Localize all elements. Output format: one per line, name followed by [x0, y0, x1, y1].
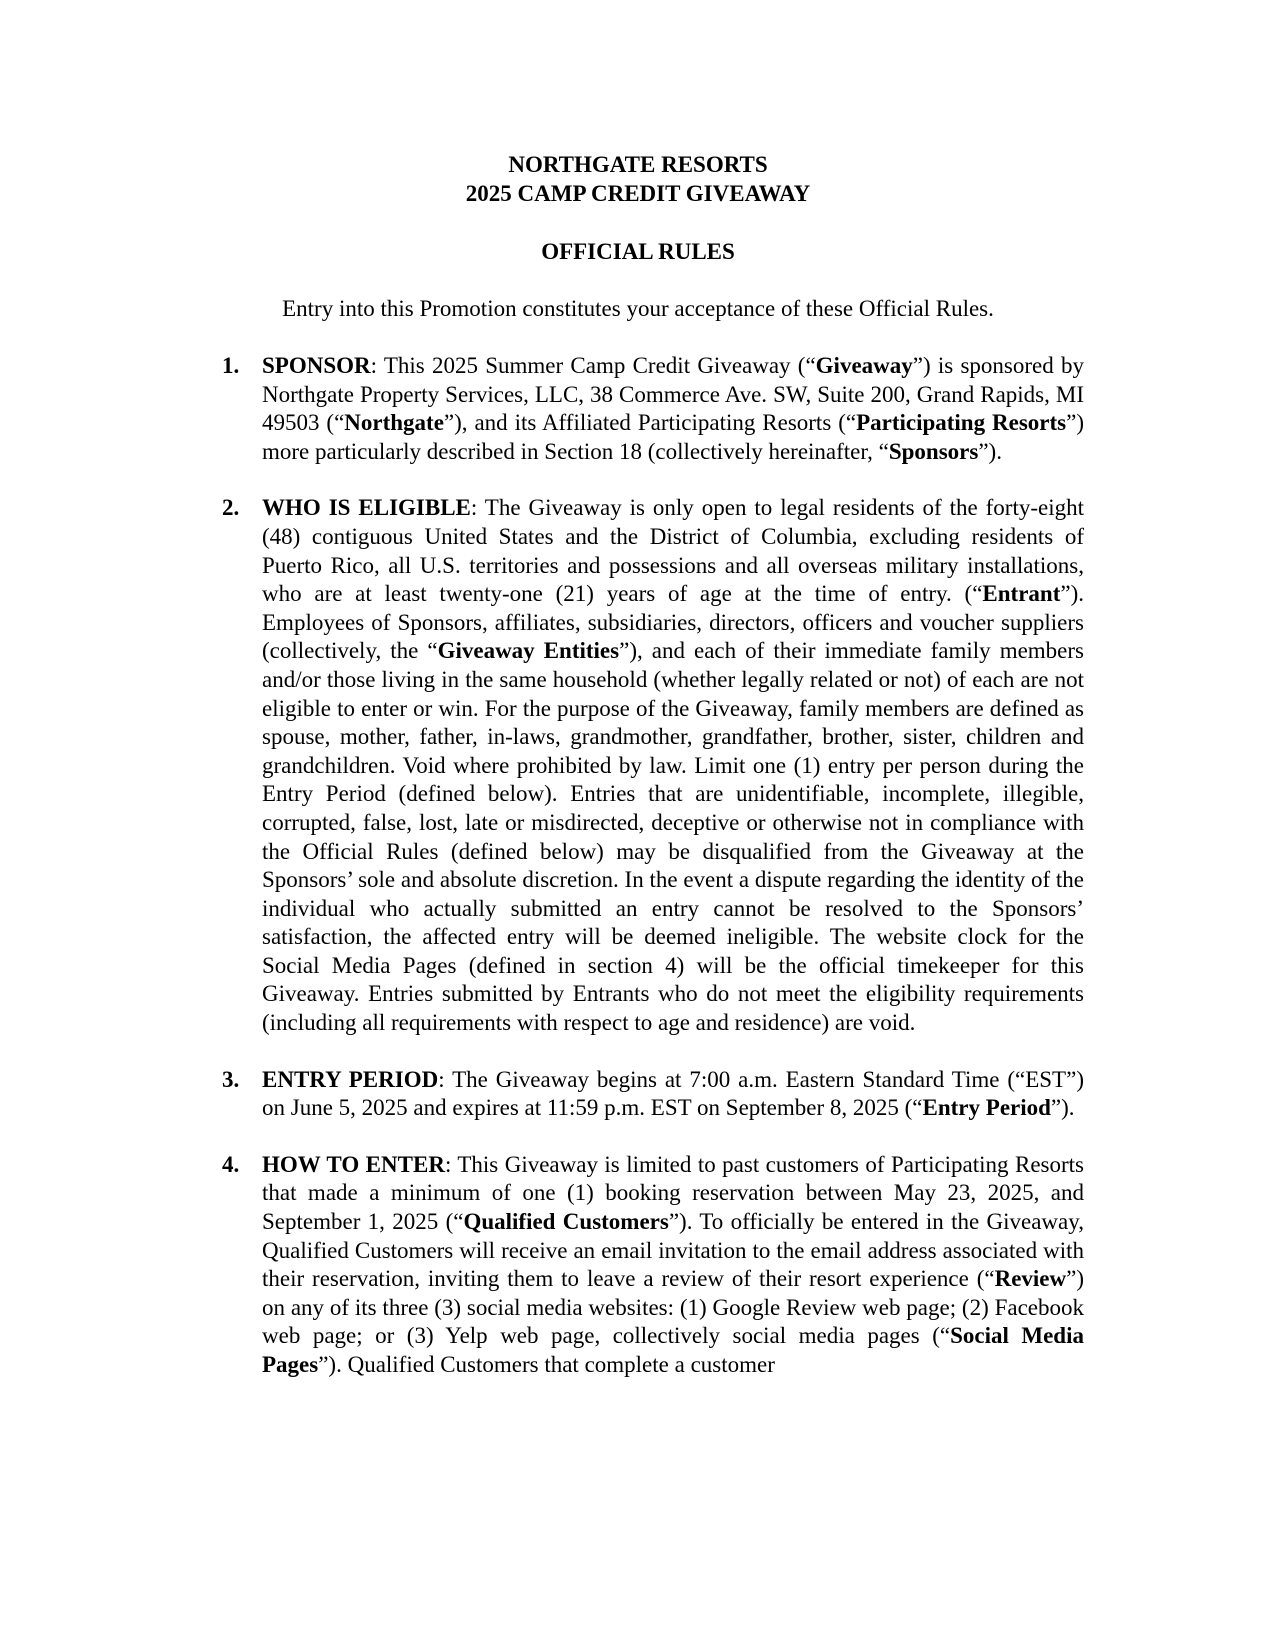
rule-text	[262, 1066, 1084, 1123]
rule-section	[222, 494, 1084, 1037]
rule-text	[262, 352, 1084, 466]
defined-term: Review	[994, 1266, 1067, 1292]
defined-term: SPONSOR	[262, 353, 371, 378]
rule-text-run: ”).	[1050, 1095, 1075, 1121]
rule-section	[222, 1151, 1084, 1380]
rule-number: 3.	[222, 1066, 240, 1092]
defined-term: Participating Resorts	[856, 410, 1067, 436]
defined-term: Entrant	[982, 581, 1061, 607]
intro-statement: Entry into this Promotion constitutes your acceptance of these Official Rules.	[282, 296, 994, 321]
rule-text	[262, 1151, 1084, 1380]
giveaway-title: 2025 CAMP CREDIT GIVEAWAY	[465, 181, 811, 206]
document-header	[0, 150, 1276, 208]
rule-section	[222, 1066, 1084, 1123]
rule-number: 4.	[222, 1151, 240, 1177]
defined-term: Qualified Customers	[463, 1209, 669, 1235]
rules-list	[222, 352, 1084, 1408]
defined-term: Northgate	[344, 410, 444, 436]
rule-number: 2.	[222, 495, 240, 521]
rule-text	[262, 494, 1084, 1037]
rule-text-run: ”), and its Affiliated Participating Resorts (“	[443, 410, 857, 436]
defined-term: WHO IS ELIGIBLE	[262, 495, 471, 521]
rule-text-run: ”). Employees of Sponsors, affiliates, subsidiaries, directors, officers and voucher suppliers (collectively, the “	[262, 581, 1084, 664]
rule-section	[222, 352, 1084, 466]
rule-number: 1.	[222, 353, 240, 378]
defined-term: HOW TO ENTER	[262, 1151, 445, 1177]
rule-text-run: ”) on any of its three (3) social media websites: (1) Google Review web page; (2) Facebook web page; or (3) Yelp web page, collectively social media pages (“	[262, 1266, 1084, 1349]
rule-text-run: ”), and each of their immediate family members and/or those living in the same household (whether legally related or not) of each are not eligible to enter or win. For the purpose of the Giveaway, family members are defined as spouse, mother, father, in-laws, grandmother, grandfather, brother, sister, children and grandchildren. Void where prohibited by law. Limit one (1) entry per person during the Entry Period (defined below). Entries that are unidentifiable, incomplete, illegible, corrupted, false, lost, late or misdirected, deceptive or otherwise not in compliance with the Official Rules (defined below) may be disqualified from the Giveaway at the Sponsors’ sole and absolute discretion. In the event a dispute regarding the identity of the individual who actually submitted an entry cannot be resolved to the Sponsors’ satisfaction, the affected entry will be deemed ineligible. The website clock for the Social Media Pages (defined in section 4) will be the official timekeeper for this Giveaway. Entries submitted by Entrants who do not meet the eligibility requirements (including all requirements with respect to age and residence) are void.	[262, 638, 1084, 1036]
defined-term: ENTRY PERIOD	[262, 1066, 439, 1092]
rule-text-run: : The Giveaway begins at 7:00 a.m. Eastern Standard Time (“EST”) on June 5, 2025 and expires at 11:59 p.m. EST on September 8, 2025 (“	[262, 1066, 1084, 1121]
defined-term: Giveaway	[815, 353, 913, 378]
defined-term: Social Media Pages	[262, 1323, 1084, 1377]
company-name: NORTHGATE RESORTS	[508, 152, 768, 177]
defined-term: Entry Period	[922, 1095, 1051, 1121]
rule-text-run: ”) is sponsored by Northgate Property Services, LLC, 38 Commerce Ave. SW, Suite 200, Grand Rapids, MI 49503 (“	[262, 353, 1084, 436]
official-rules-heading: OFFICIAL RULES	[541, 239, 735, 264]
rule-text-run: : The Giveaway is only open to legal residents of the forty-eight (48) contiguous United States and the District of Columbia, excluding residents of Puerto Rico, all U.S. territories and possessions and all overseas military installations, who are at least twenty-one (21) years of age at the time of entry. (“	[262, 495, 1084, 607]
rule-text-run: : This Giveaway is limited to past customers of Participating Resorts that made a minimum of one (1) booking reservation between May 23, 2025, and September 1, 2025 (“	[262, 1151, 1085, 1235]
rule-text-run: ”). To officially be entered in the Giveaway, Qualified Customers will receive an email invitation to the email address associated with their reservation, inviting them to leave a review of their resort experience (“	[262, 1209, 1084, 1292]
defined-term: Giveaway Entities	[437, 638, 620, 664]
rule-text-run: ”) more particularly described in Section 18 (collectively hereinafter, “	[262, 410, 1084, 464]
rule-text-run: ”). Qualified Customers that complete a customer	[318, 1352, 775, 1377]
rule-text-run: ”).	[978, 438, 1002, 464]
rule-text-run: : This 2025 Summer Camp Credit Giveaway (“	[370, 353, 816, 378]
defined-term: Sponsors	[888, 438, 979, 464]
